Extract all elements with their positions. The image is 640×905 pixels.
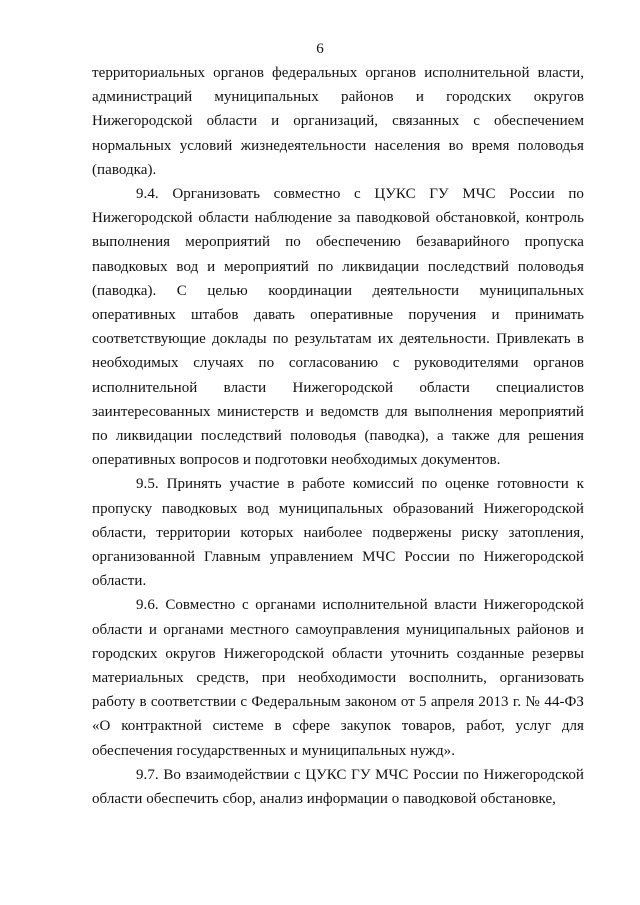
document-body	[92, 61, 584, 811]
paragraph-9-5: 9.5. Принять участие в работе комиссий по оценке готовности к пропуску паводковых вод муниципальных образований Нижегородской области, территории которых наиболее подвержены риску затопления, организованной Главным управлением МЧС России по Нижегородской области.	[92, 476, 584, 590]
paragraph-9-6: 9.6. Совместно с органами исполнительной власти Нижегородской области и органами местного самоуправления муниципальных районов и городских округов Нижегородской области уточнить созданные резервы материальных средств, при необходимости восполнить, организовать работу в соответствии с Федеральным законом от 5 апреля 2013 г. № 44-ФЗ «О контрактной системе в сфере закупок товаров, работ, услуг для обеспечения государственных и муниципальных нужд».	[92, 597, 584, 759]
paragraph-9-7: 9.7. Во взаимодействии с ЦУКС ГУ МЧС России по Нижегородской области обеспечить сбор, анализ информации о паводковой обстановке,	[92, 766, 584, 808]
page-number: 6	[316, 41, 324, 57]
paragraph-continuation: территориальных органов федеральных органов исполнительной власти, администраций муниципальных районов и городских округов Нижегородской области и организаций, связанных с обеспечением нормальных условий жизнедеятельности населения во время половодья (паводка).	[92, 65, 584, 178]
paragraph-9-4: 9.4. Организовать совместно с ЦУКС ГУ МЧС России по Нижегородской области наблюдение за паводковой обстановкой, контроль выполнения мероприятий по обеспечению безаварийного пропуска паводковых вод и мероприятий по ликвидации последствий половодья (паводка). С целью координации деятельности муниципальных оперативных штабов давать оперативные поручения и принимать соответствующие доклады по результатам их деятельности. Привлекать в необходимых случаях по согласованию с руководителями органов исполнительной власти Нижегородской области специалистов заинтересованных министерств и ведомств для выполнения мероприятий по ликвидации последствий половодья (паводка), а также для решения оперативных вопросов и подготовки необходимых документов.	[92, 186, 584, 469]
